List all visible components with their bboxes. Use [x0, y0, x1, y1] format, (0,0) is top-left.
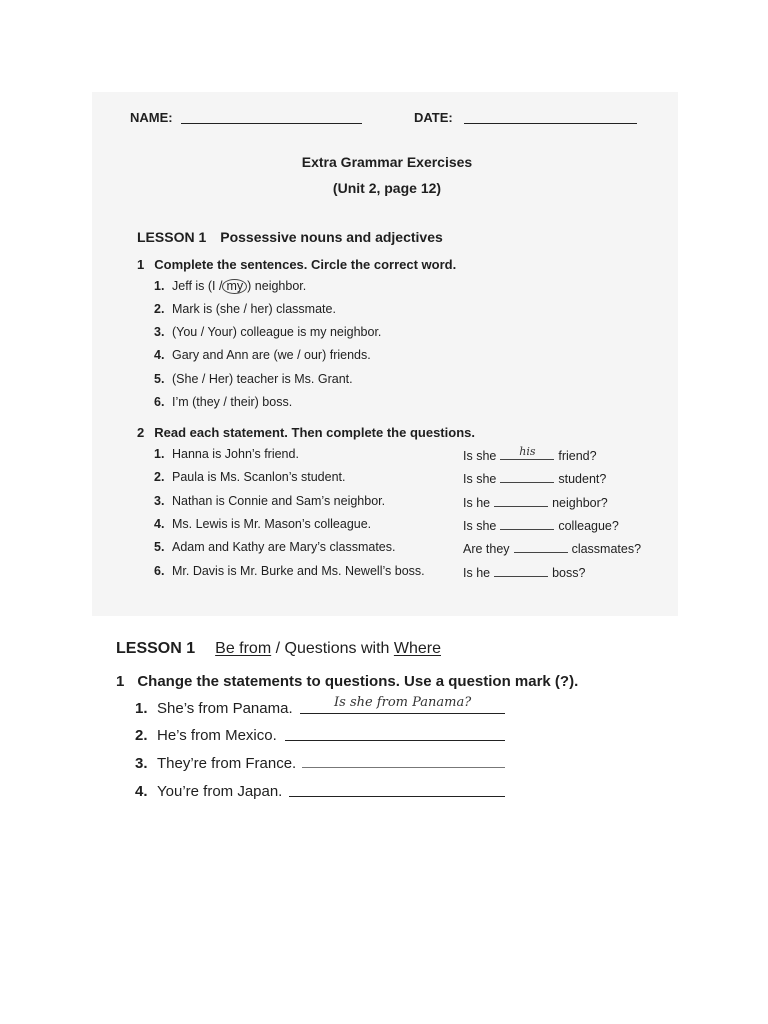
question-end: classmates? [571, 542, 642, 556]
statement-text: Ms. Lewis is Mr. Mason’s colleague. [172, 517, 372, 531]
question-row [463, 494, 608, 510]
item-number: 4. [154, 517, 165, 531]
item-number: 1. [135, 700, 148, 717]
question-start: Are they [463, 542, 510, 556]
question-start: Is he [463, 496, 491, 510]
question-row [463, 564, 585, 580]
lesson-b-topic-part1: Be from [215, 640, 272, 657]
lesson-b-heading [116, 640, 441, 658]
worksheet-title: Extra Grammar Exercises [301, 154, 473, 170]
instruction-text: Read each statement. Then complete the questions. [154, 425, 475, 440]
item-text: Mark is (she / her) classmate. [172, 302, 336, 316]
question-end: neighbor? [552, 496, 608, 510]
item-text: ) neighbor. [247, 279, 307, 293]
item-text: He’s from Mexico. [157, 727, 277, 744]
question-start: Is she [463, 472, 497, 486]
list-item [135, 783, 282, 800]
lesson-a-label: LESSON 1 [137, 229, 207, 245]
item-number: 2. [154, 470, 165, 484]
list-item [154, 348, 371, 362]
answer-blank[interactable] [514, 540, 568, 553]
exercise-b1-instruction [116, 673, 578, 690]
statement-row [154, 564, 425, 578]
item-number: 1. [154, 447, 165, 461]
answer-line[interactable] [285, 740, 505, 741]
exercise-a1-instruction [137, 257, 456, 272]
answer-line[interactable] [302, 767, 505, 768]
lesson-b-topic-sep: / Questions with [271, 640, 394, 657]
exercise-number: 1 [137, 257, 145, 272]
list-item [154, 302, 336, 316]
list-item [135, 727, 277, 744]
item-text: (She / Her) teacher is Ms. Grant. [172, 372, 353, 386]
lesson-a-heading [137, 229, 443, 245]
item-number: 1. [154, 279, 165, 293]
statement-text: Mr. Davis is Mr. Burke and Ms. Newell’s boss. [172, 564, 425, 578]
statement-row [154, 517, 371, 531]
lesson-b-label: LESSON 1 [116, 640, 196, 657]
answer-blank[interactable] [500, 447, 554, 460]
item-text: I’m (they / their) boss. [172, 395, 293, 409]
question-end: student? [558, 472, 607, 486]
name-label: NAME: [130, 110, 173, 125]
statement-text: Paula is Ms. Scanlon’s student. [172, 470, 346, 484]
question-row [463, 540, 641, 556]
exercise-number: 2 [137, 425, 145, 440]
question-row [463, 517, 619, 533]
question-row [463, 470, 606, 486]
answer-blank[interactable] [500, 470, 554, 483]
answer-line[interactable] [300, 713, 505, 714]
date-label: DATE: [414, 110, 453, 125]
exercise-number: 1 [116, 673, 125, 690]
item-text: They’re from France. [157, 755, 297, 772]
statement-text: Hanna is John’s friend. [172, 447, 299, 461]
item-text: She’s from Panama. [157, 700, 293, 717]
answer-blank[interactable] [500, 517, 554, 530]
question-end: friend? [558, 449, 597, 463]
exercise-a2-instruction [137, 425, 475, 440]
list-item [154, 325, 381, 339]
lesson-a-topic: Possessive nouns and adjectives [220, 229, 443, 245]
item-number: 3. [154, 325, 165, 339]
question-end: colleague? [558, 519, 619, 533]
worksheet-subtitle: (Unit 2, page 12) [332, 180, 442, 196]
item-number: 6. [154, 395, 165, 409]
list-item [154, 395, 292, 409]
circled-answer: my [222, 279, 247, 294]
answer-line[interactable] [289, 796, 505, 797]
instruction-text: Change the statements to questions. Use a question mark (?). [137, 673, 579, 690]
statement-row [154, 540, 395, 554]
item-text: (You / Your) colleague is my neighbor. [172, 325, 382, 339]
item-number: 4. [154, 348, 165, 362]
statement-row [154, 494, 385, 508]
list-item [135, 755, 296, 772]
item-number: 5. [154, 540, 165, 554]
question-start: Is she [463, 519, 497, 533]
item-number: 4. [135, 783, 148, 800]
item-text: You’re from Japan. [157, 783, 283, 800]
question-end: boss? [552, 566, 586, 580]
question-start: Is he [463, 566, 491, 580]
statement-text: Nathan is Connie and Sam’s neighbor. [172, 494, 386, 508]
item-number: 6. [154, 564, 165, 578]
name-line [181, 123, 362, 124]
list-item [154, 279, 306, 294]
lesson-b-topic-part2: Where [393, 640, 441, 657]
item-number: 3. [154, 494, 165, 508]
item-text: Jeff is (I / [172, 279, 223, 293]
statement-row [154, 470, 345, 484]
statement-row [154, 447, 299, 461]
statement-text: Adam and Kathy are Mary’s classmates. [172, 540, 396, 554]
answer-blank[interactable] [494, 564, 548, 577]
item-text: Gary and Ann are (we / our) friends. [172, 348, 371, 362]
item-number: 5. [154, 372, 165, 386]
item-number: 2. [154, 302, 165, 316]
item-number: 2. [135, 727, 148, 744]
handwritten-answer: his [519, 445, 536, 458]
list-item [135, 700, 293, 717]
handwritten-answer: Is she from Panama? [334, 695, 472, 710]
item-number: 3. [135, 755, 148, 772]
instruction-text: Complete the sentences. Circle the correct word. [154, 257, 457, 272]
answer-blank[interactable] [494, 494, 548, 507]
question-row [463, 447, 597, 463]
question-start: Is she [463, 449, 497, 463]
date-line [464, 123, 637, 124]
list-item [154, 372, 353, 386]
